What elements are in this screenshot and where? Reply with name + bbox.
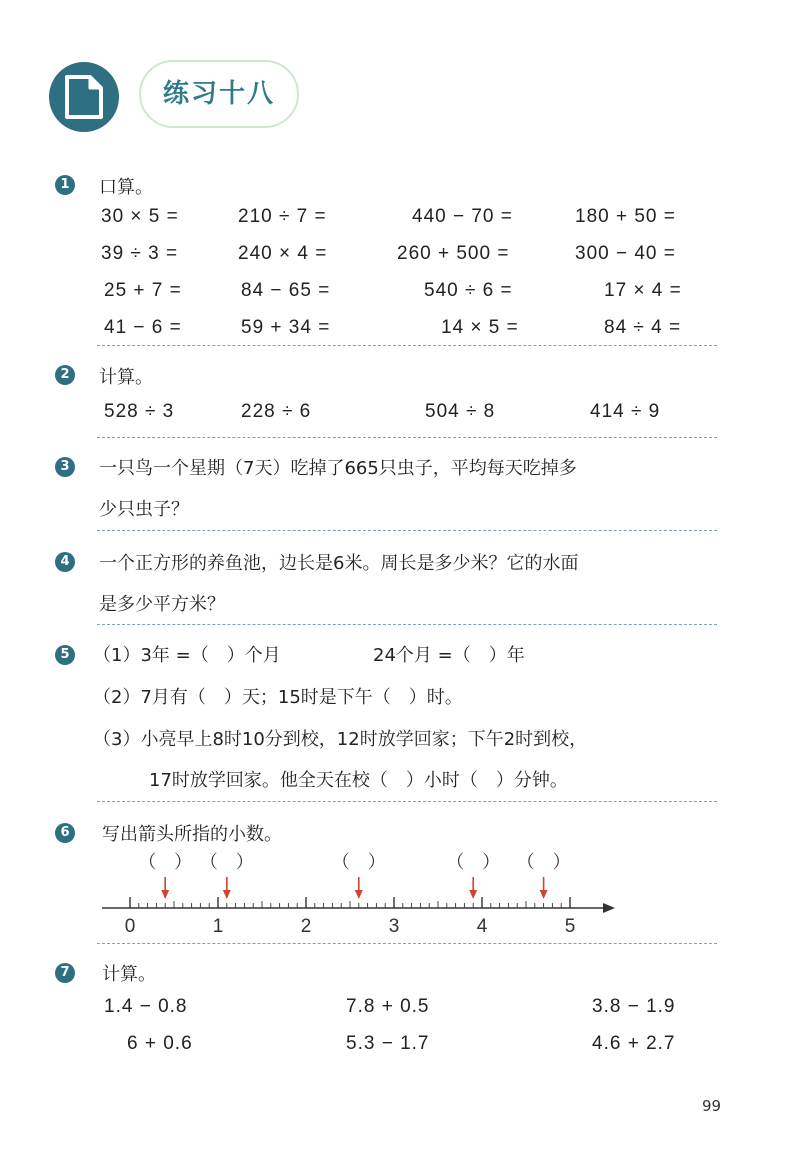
q1-item: 540 ÷ 6 = bbox=[424, 280, 513, 301]
q7-item: 3.8 − 1.9 bbox=[592, 996, 676, 1017]
section-divider bbox=[97, 530, 717, 531]
q2-item: 528 ÷ 3 bbox=[104, 401, 175, 422]
q2-item: 504 ÷ 8 bbox=[425, 401, 496, 422]
number-line-label: 1 bbox=[212, 916, 224, 937]
section-divider bbox=[97, 437, 717, 438]
q1-item: 17 × 4 = bbox=[604, 280, 682, 301]
q1-item: 39 ÷ 3 = bbox=[101, 243, 179, 264]
q5-part2: （2）7月有（ ）天；15时是下午（ ）时。 bbox=[93, 687, 463, 708]
pointer-arrow-head bbox=[223, 890, 231, 899]
q2-item: 414 ÷ 9 bbox=[590, 401, 661, 422]
q7-item: 4.6 + 2.7 bbox=[592, 1033, 676, 1054]
answer-blank: （ ） bbox=[138, 852, 193, 873]
q3-text-line2: 少只虫子？ bbox=[99, 499, 189, 520]
q4-text-line1: 一个正方形的养鱼池，边长是6米。周长是多少米？它的水面 bbox=[99, 553, 579, 574]
q2-title: 计算。 bbox=[99, 367, 153, 388]
question-number-2: 2 bbox=[55, 365, 75, 385]
section-divider bbox=[97, 801, 717, 802]
answer-blank: （ ） bbox=[446, 852, 501, 873]
document-icon bbox=[64, 74, 104, 120]
number-line-label: 2 bbox=[300, 916, 312, 937]
q7-item: 7.8 + 0.5 bbox=[346, 996, 430, 1017]
q5-part1-a: （1）3年 =（ ）个月 bbox=[93, 645, 281, 666]
q7-item: 5.3 − 1.7 bbox=[346, 1033, 430, 1054]
q5-part3-line1: （3）小亮早上8时10分到校，12时放学回家；下午2时到校， bbox=[93, 729, 588, 750]
q1-item: 84 − 65 = bbox=[241, 280, 331, 301]
q5-part3-line2: 17时放学回家。他全天在校（ ）小时（ ）分钟。 bbox=[149, 770, 568, 791]
q1-item: 41 − 6 = bbox=[104, 317, 182, 338]
pointer-arrow-head bbox=[469, 890, 477, 899]
number-line bbox=[0, 845, 800, 965]
q1-item: 59 + 34 = bbox=[241, 317, 331, 338]
question-number-5: 5 bbox=[55, 645, 75, 665]
answer-blank: （ ） bbox=[199, 852, 254, 873]
q1-item: 440 − 70 = bbox=[412, 206, 513, 227]
q1-item: 240 × 4 = bbox=[238, 243, 328, 264]
q7-title: 计算。 bbox=[102, 964, 156, 985]
question-number-6: 6 bbox=[55, 823, 75, 843]
question-number-4: 4 bbox=[55, 552, 75, 572]
pointer-arrow-head bbox=[355, 890, 363, 899]
number-line-label: 3 bbox=[388, 916, 400, 937]
q1-item: 14 × 5 = bbox=[441, 317, 519, 338]
question-number-7: 7 bbox=[55, 963, 75, 983]
q1-item: 30 × 5 = bbox=[101, 206, 179, 227]
q2-item: 228 ÷ 6 bbox=[241, 401, 312, 422]
q1-item: 300 − 40 = bbox=[575, 243, 676, 264]
q1-item: 180 + 50 = bbox=[575, 206, 676, 227]
q1-item: 260 + 500 = bbox=[397, 243, 510, 264]
q3-text-line1: 一只鸟一个星期（7天）吃掉了665只虫子，平均每天吃掉多 bbox=[99, 458, 577, 479]
q5-part1-b: 24个月 =（ ）年 bbox=[373, 645, 525, 666]
question-number-1: 1 bbox=[55, 175, 75, 195]
number-line-label: 5 bbox=[564, 916, 576, 937]
page-number: 99 bbox=[702, 1097, 722, 1115]
section-divider bbox=[97, 624, 717, 625]
page-title: 练习十八 bbox=[162, 79, 275, 109]
pointer-arrow-head bbox=[161, 890, 169, 899]
q7-item: 1.4 − 0.8 bbox=[104, 996, 188, 1017]
number-line-label: 4 bbox=[476, 916, 488, 937]
number-line-label: 0 bbox=[124, 916, 136, 937]
pointer-arrow-head bbox=[540, 890, 548, 899]
answer-blank: （ ） bbox=[516, 852, 571, 873]
q1-title: 口算。 bbox=[99, 177, 153, 198]
question-number-3: 3 bbox=[55, 457, 75, 477]
q1-item: 84 ÷ 4 = bbox=[604, 317, 682, 338]
section-divider bbox=[97, 345, 717, 346]
q1-item: 210 ÷ 7 = bbox=[238, 206, 327, 227]
axis-arrowhead bbox=[603, 903, 615, 913]
q7-item: 6 + 0.6 bbox=[127, 1033, 193, 1054]
q6-title: 写出箭头所指的小数。 bbox=[102, 824, 282, 845]
q4-text-line2: 是多少平方米？ bbox=[99, 594, 225, 615]
answer-blank: （ ） bbox=[331, 852, 386, 873]
q1-item: 25 + 7 = bbox=[104, 280, 182, 301]
section-divider bbox=[97, 943, 717, 944]
